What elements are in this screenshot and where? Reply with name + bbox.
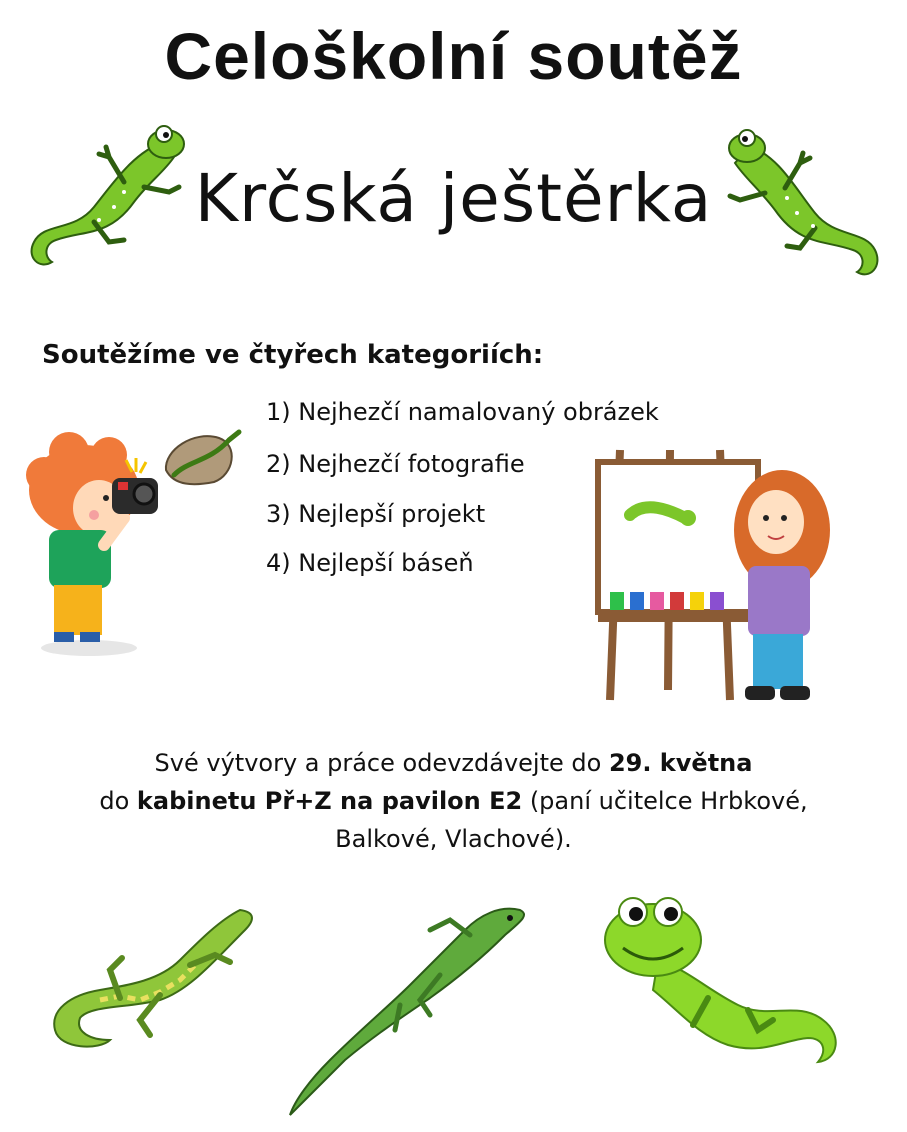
categories-heading: Soutěžíme ve čtyřech kategoriích: xyxy=(42,340,544,370)
category-item: 3) Nejlepší projekt xyxy=(266,500,486,528)
place: kabinetu Př+Z na pavilon E2 xyxy=(136,787,523,815)
category-item: 1) Nejhezčí namalovaný obrázek xyxy=(266,398,659,426)
info-line-3: Balkové, Vlachové). xyxy=(335,825,572,853)
info-text: (paní učitelce Hrbkové, xyxy=(522,787,808,815)
info-line-1 xyxy=(0,744,907,782)
lizard-bottom-2 xyxy=(280,890,550,1125)
photographer-boy xyxy=(14,420,254,660)
info-text: Své výtvory a práce odevzdávejte do xyxy=(154,749,609,777)
lizard-bottom-1 xyxy=(40,900,280,1065)
painting-girl xyxy=(590,440,840,710)
poster-subtitle: Krčská ještěrka xyxy=(194,160,713,237)
category-item: 4) Nejlepší báseň xyxy=(266,549,474,577)
deadline: 29. května xyxy=(608,749,753,777)
info-text: do xyxy=(99,787,137,815)
info-line-2 xyxy=(0,782,907,820)
gecko-cartoon xyxy=(598,890,853,1070)
poster-title: Celoškolní soutěž xyxy=(164,19,743,93)
submission-info xyxy=(0,744,907,858)
category-item: 2) Nejhezčí fotografie xyxy=(266,450,525,478)
